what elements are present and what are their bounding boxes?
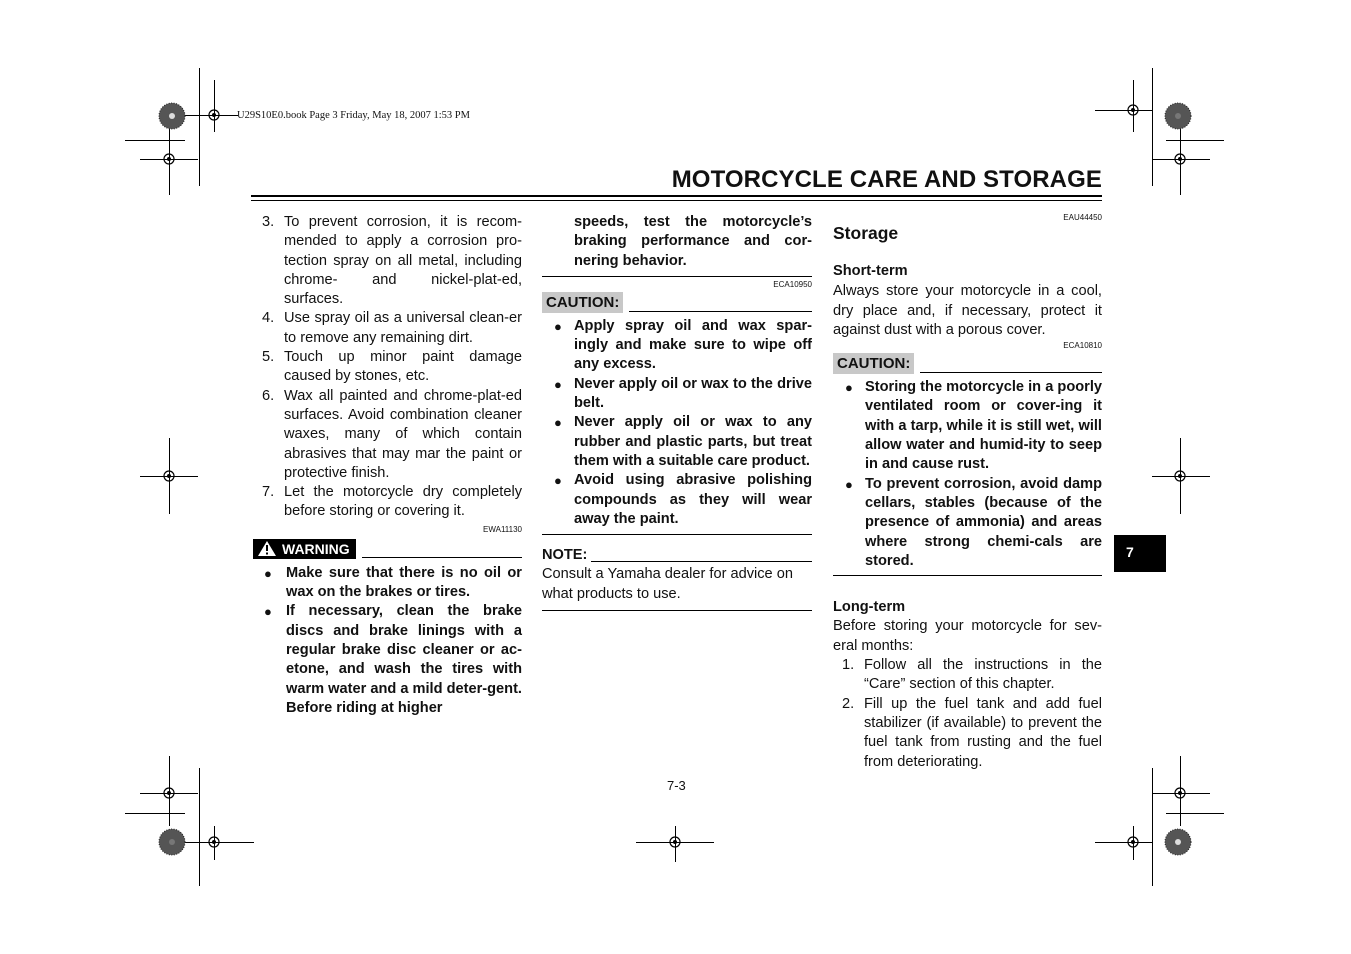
list-item: 7. Let the motorcycle dry completely before storing or covering it. <box>262 484 522 520</box>
note-header: NOTE: <box>542 546 812 565</box>
list-item: ● Never apply oil or wax to any rubber and plastic parts, but treat them with a suitable care product. <box>542 413 812 471</box>
registration-mark-icon <box>667 834 683 850</box>
color-rosette-icon <box>1164 828 1192 856</box>
list-item: 3. To prevent corrosion, it is recom-mended to apply a corrosion pro-tection spray on all metal, including chrome- and nickel-plat-ed, surfaces. <box>262 214 522 308</box>
list-item: ● Avoid using abrasive polishing compounds as they will wear away the paint. <box>542 471 812 529</box>
column-left <box>262 213 522 718</box>
caution-bullets <box>833 378 1102 571</box>
registration-mark-icon <box>1125 834 1141 850</box>
note-text: Consult a Yamaha dealer for advice on what products to use. <box>542 566 793 602</box>
column-right <box>833 213 1102 772</box>
reference-code: EAU44450 <box>1063 213 1102 222</box>
long-term-text: Before storing your motorcycle for sev-eral months: <box>833 618 1102 654</box>
registration-mark-icon <box>206 107 222 123</box>
list-item: 4. Use spray oil as a universal clean-er to remove any remaining dirt. <box>262 310 522 346</box>
short-term-text: Always store your motorcycle in a cool, dry place and, if necessary, protect it against dust with a porous cover. <box>833 283 1102 338</box>
bullet-icon: ● <box>554 473 562 489</box>
caution-header <box>833 353 1102 374</box>
column-middle <box>542 213 812 611</box>
page-title: MOTORCYCLE CARE AND STORAGE <box>671 166 1102 193</box>
header-rule <box>251 195 1102 197</box>
warning-triangle-icon <box>257 540 277 557</box>
registration-mark-icon <box>161 785 177 801</box>
warning-badge: WARNING <box>253 539 356 559</box>
section-heading: Storage <box>833 223 899 243</box>
storage-steps-list <box>833 656 1102 772</box>
warning-bullets <box>262 564 522 718</box>
caution-header <box>542 292 812 313</box>
registration-mark-icon <box>1172 468 1188 484</box>
list-item: ● Apply spray oil and wax spar-ingly and make sure to wipe off any excess. <box>542 317 812 375</box>
bullet-icon: ● <box>264 565 272 581</box>
color-rosette-icon <box>1164 102 1192 130</box>
reference-code: EWA11130 <box>483 524 522 534</box>
bullet-icon: ● <box>554 415 562 431</box>
registration-mark-icon <box>1125 102 1141 118</box>
registration-mark-icon <box>161 151 177 167</box>
list-item: ● Never apply oil or wax to the drive belt. <box>542 375 812 414</box>
caution-bullets <box>542 317 812 529</box>
bullet-icon: ● <box>845 380 853 396</box>
page-number: 7-3 <box>667 778 686 793</box>
color-rosette-icon <box>158 828 186 856</box>
list-item: 5. Touch up minor paint damage caused by stones, etc. <box>262 349 522 385</box>
reference-code: ECA10950 <box>773 279 812 289</box>
bullet-icon: ● <box>264 604 272 620</box>
color-rosette-icon <box>158 102 186 130</box>
subsection-heading: Long-term <box>833 599 906 616</box>
list-item: ● Make sure that there is no oil or wax on the brakes or tires. <box>262 564 522 603</box>
list-item: 6. Wax all painted and chrome-plat-ed surfaces. Avoid combination cleaner waxes, many of which contain abrasives that may mar the paint or protective finish. <box>262 387 522 481</box>
care-steps-list <box>262 213 522 522</box>
list-item: ● If necessary, clean the brake discs and brake linings with a regular brake disc cleaner or ac-etone, and wash the tires with warm water and a mild deter-gent. Before riding at higher <box>262 602 522 718</box>
warning-header <box>253 539 522 559</box>
registration-mark-icon <box>206 834 222 850</box>
warning-continued: speeds, test the motorcycle’s braking performance and cor-nering behavior. <box>574 214 812 269</box>
registration-mark-icon <box>161 468 177 484</box>
chapter-tab: 7 <box>1114 535 1166 572</box>
bullet-icon: ● <box>554 318 562 334</box>
list-item: 2. Fill up the fuel tank and add fuel stabilizer (if available) to prevent the fuel tank from rusting and the fuel from deteriorating. <box>842 695 1102 770</box>
list-item: 1. Follow all the instructions in the “Care” section of this chapter. <box>842 657 1102 693</box>
caution-badge: CAUTION: <box>542 292 623 313</box>
list-item: ● To prevent corrosion, avoid damp cellars, stables (because of the presence of ammonia) and areas where strong chemi-cals are stored. <box>833 475 1102 571</box>
reference-code: ECA10810 <box>1063 341 1102 351</box>
caution-badge: CAUTION: <box>833 353 914 374</box>
bullet-icon: ● <box>845 476 853 492</box>
registration-mark-icon <box>1172 151 1188 167</box>
registration-mark-icon <box>1172 785 1188 801</box>
book-info-line: U29S10E0.book Page 3 Friday, May 18, 2007 1:53 PM <box>237 110 470 121</box>
bullet-icon: ● <box>554 376 562 392</box>
list-item: ● Storing the motorcycle in a poorly ventilated room or cover-ing it with a tarp, while it is still wet, will allow water and humid-ity to seep in and cause rust. <box>833 378 1102 474</box>
header-rule <box>251 200 1102 201</box>
subsection-heading: Short-term <box>833 263 908 279</box>
